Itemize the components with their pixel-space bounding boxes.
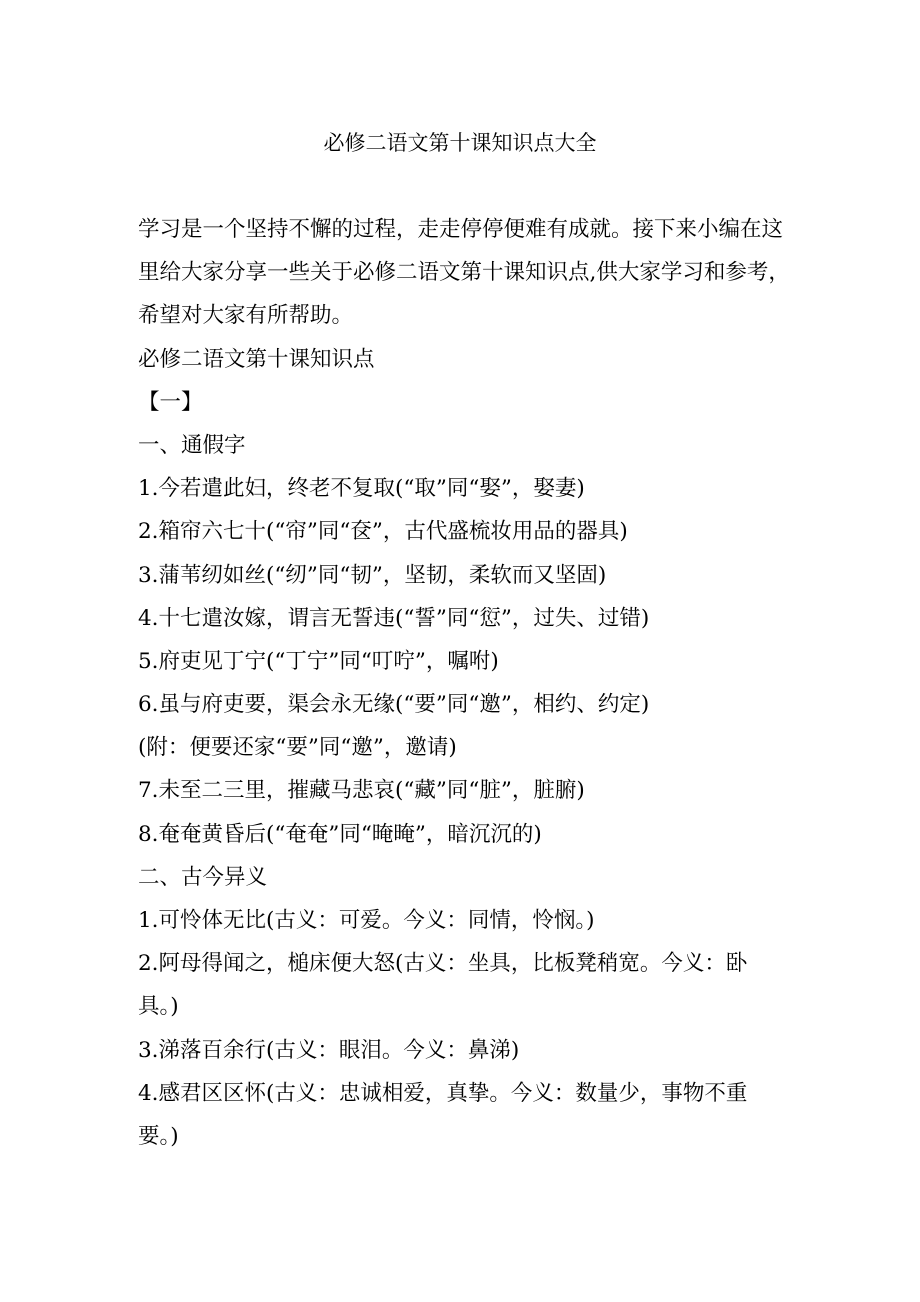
list-item: 6.虽与府吏要，渠会永无缘(“要”同“邀”，相约、约定) (138, 692, 650, 718)
subsection-heading: 二、古今异义 (138, 864, 268, 890)
list-item: 1.今若遣此妇，终老不复取(“取”同“娶”，娶妻) (138, 476, 585, 502)
intro-line: 学习是一个坚持不懈的过程，走走停停便难有成就。接下来小编在这 (138, 217, 784, 242)
document-body (138, 208, 818, 1158)
document-title: 必修二语文第十课知识点大全 (323, 131, 597, 155)
list-item: 8.奄奄黄昏后(“奄奄”同“晻晻”，暗沉沉的) (138, 821, 542, 847)
subsection-heading: 一、通假字 (138, 432, 246, 458)
list-item: 4.感君区区怀(古义：忠诚相爱，真挚。今义：数量少，事物不重 (138, 1080, 748, 1106)
intro-line: 希望对大家有所帮助。 (138, 303, 354, 329)
list-item: 7.未至二三里，摧藏马悲哀(“藏”同“脏”，脏腑) (138, 778, 585, 804)
list-item: 3.蒲苇纫如丝(“纫”同“韧”，坚韧，柔软而又坚固) (138, 562, 607, 588)
list-item-note: (附：便要还家“要”同“邀”，邀请) (138, 735, 457, 761)
intro-line: 里给大家分享一些关于必修二语文第十课知识点,供大家学习和参考， (138, 260, 790, 286)
list-item: 4.十七遣汝嫁，谓言无誓违(“誓”同“愆”，过失、过错) (138, 605, 650, 631)
list-item-continuation: 具。) (138, 994, 179, 1020)
list-item-continuation: 要。) (138, 1123, 179, 1149)
section-heading: 必修二语文第十课知识点 (138, 346, 375, 372)
list-item: 1.可怜体无比(古义：可爱。今义：同情，怜悯。) (138, 908, 595, 933)
list-item: 5.府吏见丁宁(“丁宁”同“叮咛”，嘱咐) (138, 648, 499, 674)
list-item: 2.阿母得闻之，槌床便大怒(古义：坐具，比板凳稍宽。今义：卧 (138, 951, 748, 977)
list-item: 2.箱帘六七十(“帘”同“奁”，古代盛梳妆用品的器具) (138, 519, 628, 545)
list-item: 3.涕落百余行(古义：眼泪。今义：鼻涕) (138, 1037, 520, 1063)
part-heading: 【一】 (138, 389, 203, 415)
